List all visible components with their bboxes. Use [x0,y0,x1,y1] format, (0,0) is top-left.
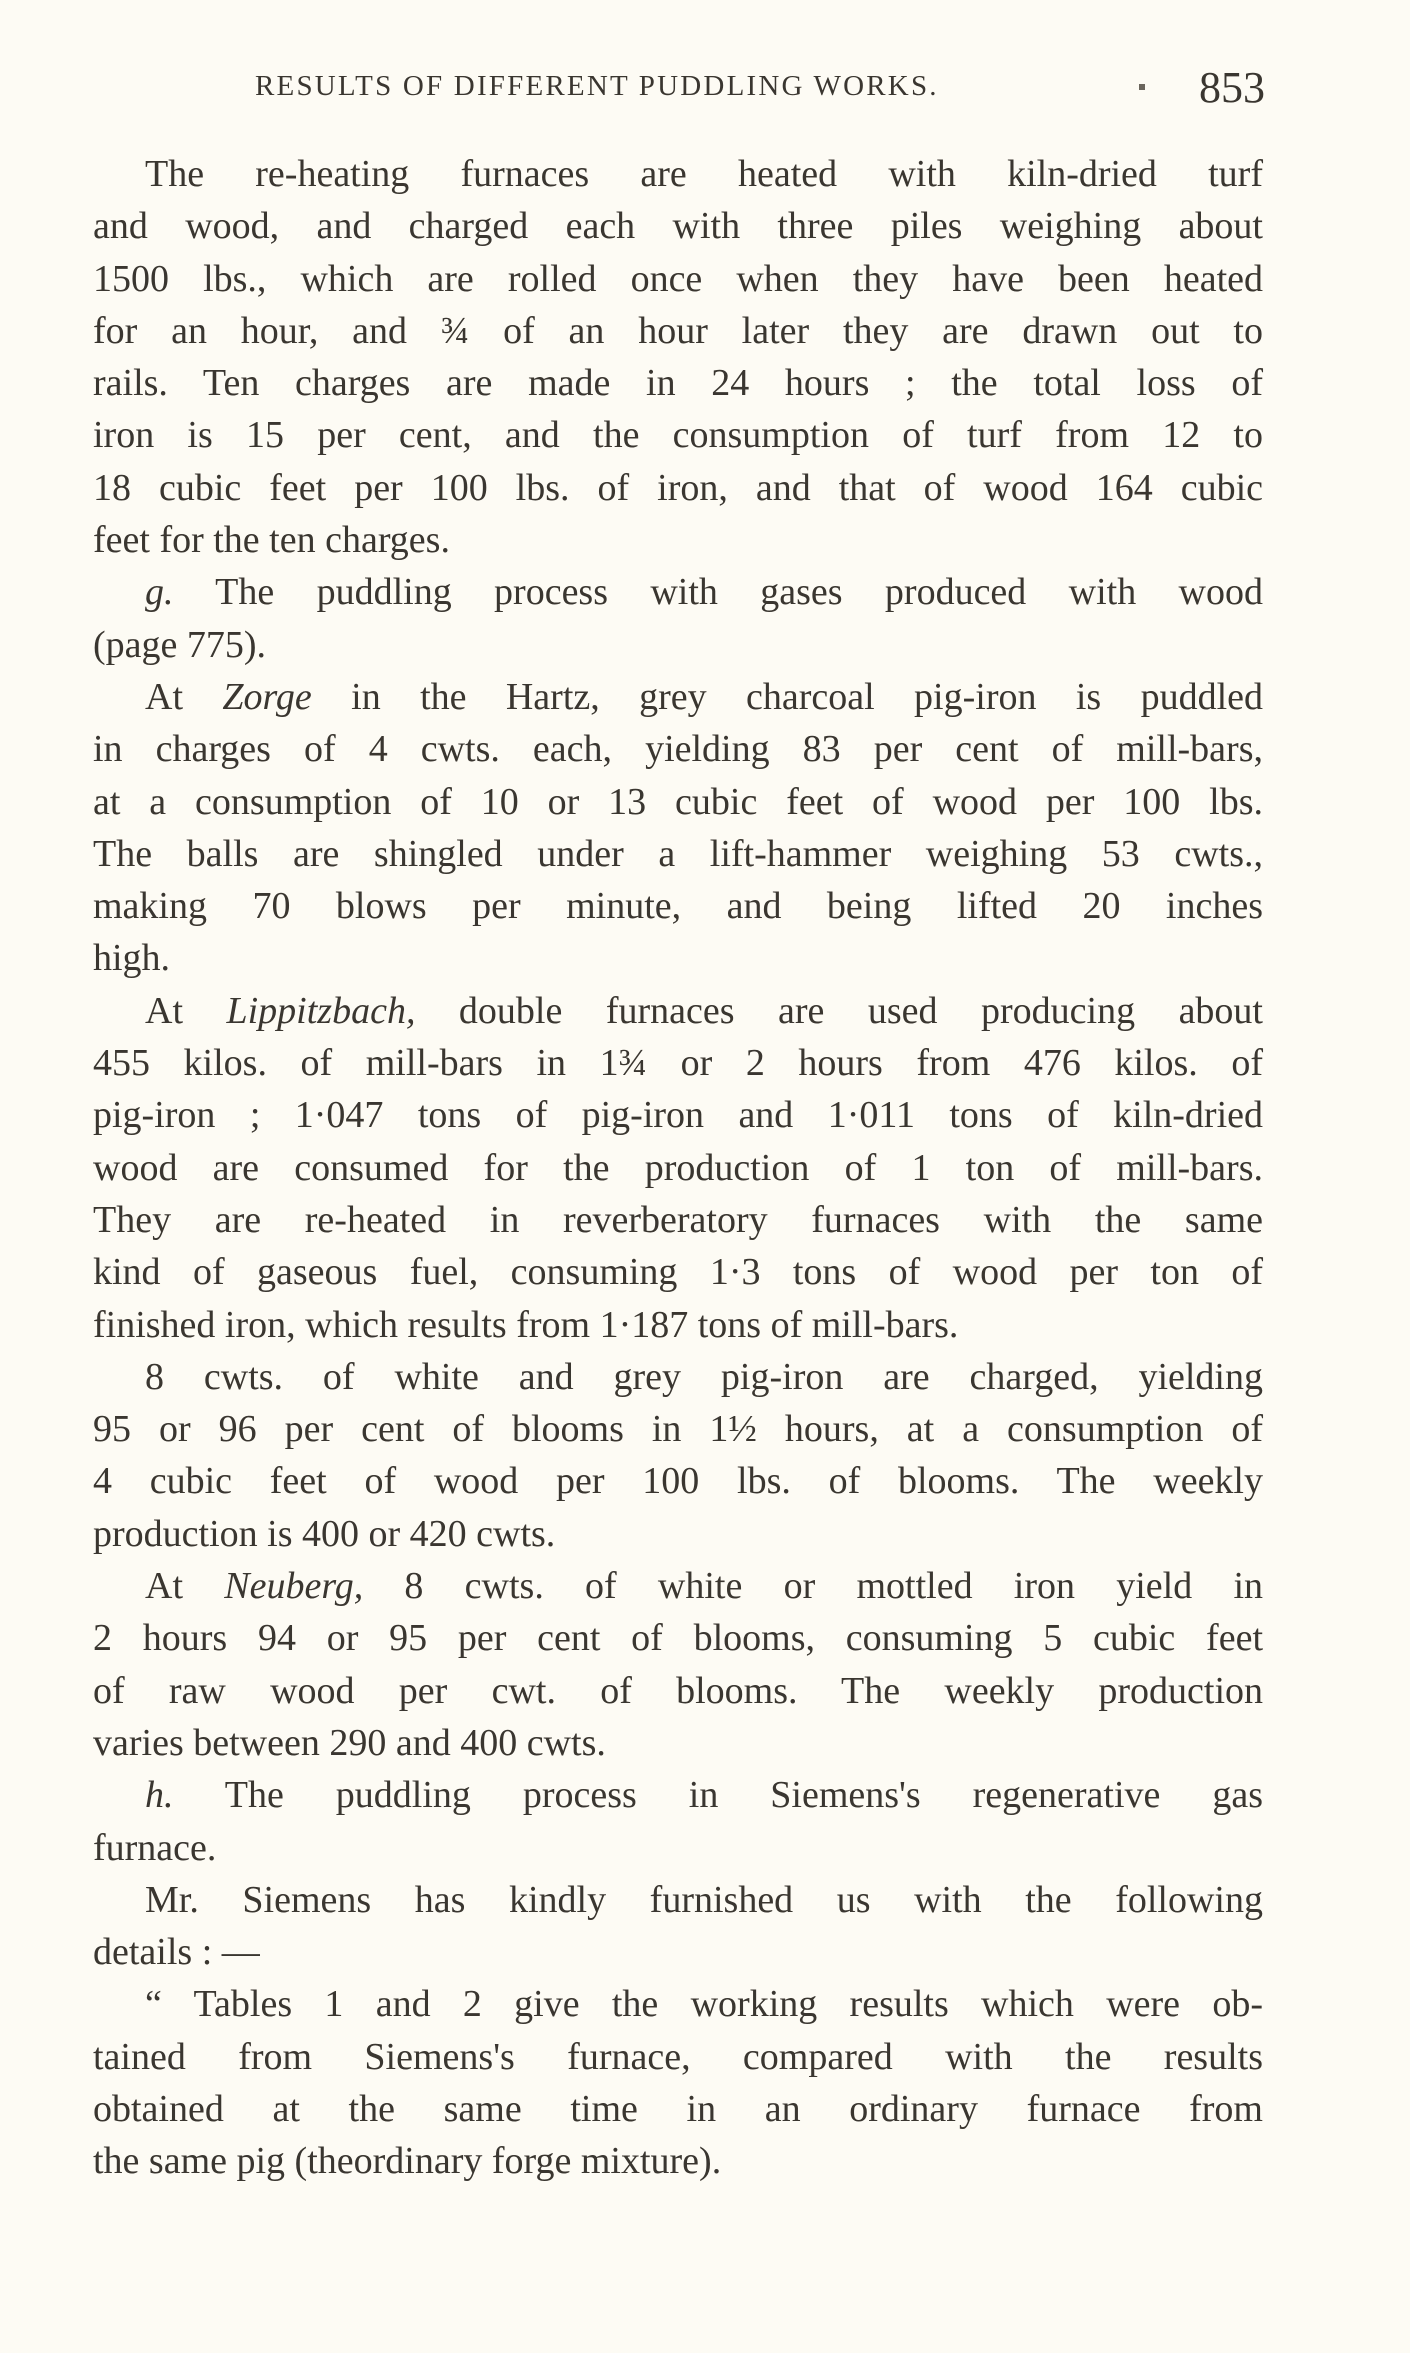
text-run: (page 775). [93,623,267,666]
text-line [93,1037,1263,1089]
text-run: details : — [93,1931,260,1974]
text-run: The balls are shingled under a lift-hammer weighing 53 cwts., [93,832,1263,875]
text-run: Mr. Siemens has kindly furnished us with the following [145,1878,1263,1921]
text-line [93,1089,1263,1141]
text-line [93,2135,1263,2187]
text-line [93,1769,1263,1821]
text-line [93,776,1263,828]
text-run: kind of gaseous fuel, consuming 1·3 tons of wood per ton of [93,1251,1263,1294]
italic-run: Lippitzbach, [226,989,416,1032]
text-run: in the Hartz, grey charcoal pig-iron is puddled [311,675,1263,718]
text-line [93,619,1263,671]
text-line [93,409,1263,461]
text-line [93,253,1263,305]
text-run: for an hour, and ¾ of an hour later they are drawn out to [93,309,1263,352]
text-line [93,357,1263,409]
text-line [93,1874,1263,1926]
text-run: “ Tables 1 and 2 give the working results which were ob- [145,1983,1263,2026]
text-line [93,1560,1263,1612]
page-number: 853 [1199,63,1265,112]
text-line [93,462,1263,514]
text-line [93,1978,1263,2030]
text-run: varies between 290 and 400 cwts. [93,1721,606,1764]
running-title: RESULTS OF DIFFERENT PUDDLING WORKS. [255,70,939,102]
page-header [255,62,1265,122]
text-line [93,1351,1263,1403]
text-run: 8 cwts. of white or mottled iron yield in [363,1565,1264,1608]
text-run: obtained at the same time in an ordinary furnace from [93,2087,1263,2130]
text-line [93,1246,1263,1298]
text-line [93,985,1263,1037]
body-text [93,148,1263,2188]
text-line [93,200,1263,252]
text-run: 18 cubic feet per 100 lbs. of iron, and that of wood 164 cubic [93,466,1263,509]
text-line [93,723,1263,775]
text-line [93,1822,1263,1874]
text-line [93,1299,1263,1351]
text-run: finished iron, which results from 1·187 tons of mill-bars. [93,1303,959,1346]
text-line [93,671,1263,723]
text-run: 1500 lbs., which are rolled once when they have been heated [93,257,1263,300]
text-line [93,514,1263,566]
text-run: tained from Siemens's furnace, compared with the results [93,2035,1263,2078]
text-run: 4 cubic feet of wood per 100 lbs. of blooms. The weekly [93,1460,1263,1503]
text-run: At [145,1565,225,1608]
text-line [93,2083,1263,2135]
text-run: furnace. [93,1826,217,1869]
text-run: and wood, and charged each with three piles weighing about [93,205,1263,248]
italic-run: Zorge [222,675,312,718]
text-run: rails. Ten charges are made in 24 hours ; the total loss of [93,362,1263,405]
italic-run: h. [145,1774,174,1817]
text-line [93,1403,1263,1455]
text-run: at a consumption of 10 or 13 cubic feet of wood per 100 lbs. [93,780,1263,823]
text-run: The re-heating furnaces are heated with kiln-dried turf [145,153,1263,195]
text-line [93,1455,1263,1507]
text-line [93,2031,1263,2083]
text-line [93,305,1263,357]
text-run: The puddling process with gases produced with wood [173,571,1263,614]
text-run: 2 hours 94 or 95 per cent of blooms, consuming 5 cubic feet [93,1617,1263,1660]
text-run: They are re-heated in reverberatory furnaces with the same [93,1198,1263,1241]
text-run: double furnaces are used producing about [415,989,1263,1032]
text-run: high. [93,937,171,980]
text-line [93,1926,1263,1978]
text-run: production is 400 or 420 cwts. [93,1512,556,1555]
text-run: wood are consumed for the production of 1 ton of mill-bars. [93,1146,1263,1189]
text-run: 95 or 96 per cent of blooms in 1½ hours, at a consumption of [93,1408,1263,1451]
text-run: 8 cwts. of white and grey pig-iron are charged, yielding [145,1355,1263,1398]
text-run: At [145,989,227,1032]
text-line [93,1717,1263,1769]
text-line [93,1612,1263,1664]
text-line [93,1508,1263,1560]
text-run: in charges of 4 cwts. each, yielding 83 per cent of mill-bars, [93,728,1263,771]
text-line [93,1194,1263,1246]
text-run: iron is 15 per cent, and the consumption of turf from 12 to [93,414,1263,457]
text-run: The puddling process in Siemens's regenerative gas [173,1774,1263,1817]
text-line [93,566,1263,618]
text-run: 455 kilos. of mill-bars in 1¾ or 2 hours from 476 kilos. of [93,1042,1263,1085]
text-run: pig-iron ; 1·047 tons of pig-iron and 1·011 tons of kiln-dried [93,1094,1263,1137]
text-line [93,880,1263,932]
text-run: feet for the ten charges. [93,519,450,562]
italic-run: Neuberg, [224,1565,364,1608]
text-line [93,148,1263,200]
text-run: At [145,675,223,718]
text-run: making 70 blows per minute, and being lifted 20 inches [93,885,1263,928]
text-line [93,828,1263,880]
text-line [93,932,1263,984]
text-line [93,1142,1263,1194]
text-run: the same pig (theordinary forge mixture). [93,2140,722,2183]
print-mark [1139,84,1145,90]
text-line [93,1665,1263,1717]
text-run: of raw wood per cwt. of blooms. The weekly production [93,1669,1263,1712]
italic-run: g. [145,571,174,614]
